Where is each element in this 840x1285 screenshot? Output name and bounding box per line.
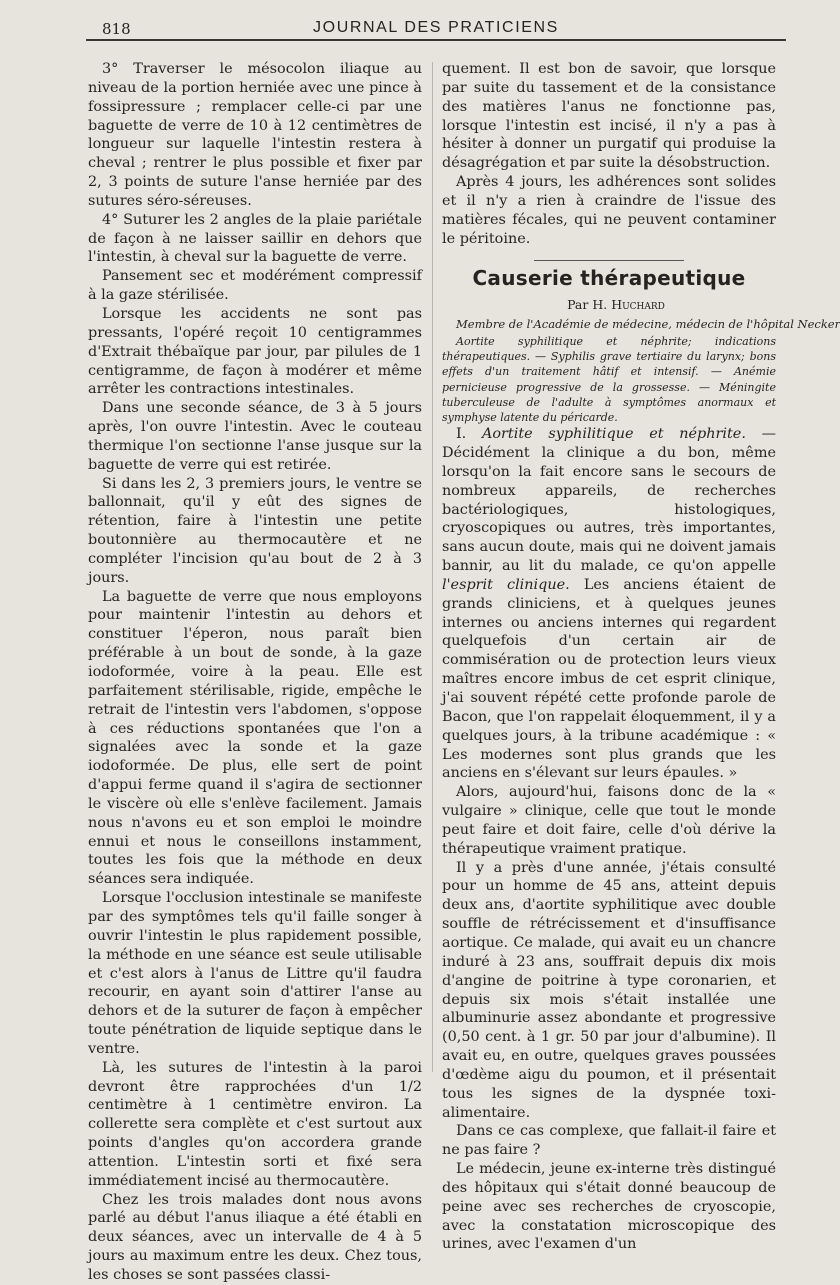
journal-title: JOURNAL DES PRATICIENS bbox=[313, 19, 559, 36]
author-name: Huchard bbox=[611, 297, 665, 313]
paragraph: 3° Traverser le mésocolon iliaque au niveau de la portion herniée avec une pince à fossipressure ; remplacer celle-ci par une baguette de verre de 10 à 12 centimètres de longueur sur laquelle l'intestin restera à cheval ; rentrer le plus possible et fixer par 2, 3 points de suture l'anse herniée par des sutures séro-séreuses. bbox=[88, 61, 422, 209]
author-prefix: Par H. bbox=[567, 297, 608, 313]
paragraph: Lorsque les accidents ne sont pas pressants, l'opéré reçoit 10 centigrammes d'Extrait thébaïque par jour, par pilules de 1 centigramme, de façon à modérer et même arrêter les contractions intestinales. bbox=[88, 305, 422, 398]
paragraph: La baguette de verre que nous employons pour maintenir l'intestin au dehors et constituer l'éperon, nous paraît bien préférable à un bout de sonde, à la gaze iodoformée, voire à la peau. Elle est parfaitement stérilisable, rigide, empêche le retrait de l'intestin vers l'abdomen, s'oppose à ces réductions spontanées que l'on a signalées avec la sonde et la gaze iodoformée. De plus, elle sert de point d'appui ferme quand il s'agira de sectionner le viscère où elle s'enlève facilement. Jamais nous n'avons eu et son emploi le moindre ennui et nous le conseillons instamment, toutes les fois que la méthode en deux séances sera indiquée. bbox=[88, 588, 422, 888]
paragraph: Si dans les 2, 3 premiers jours, le ventre se ballonnait, qu'il y eût des signes de rétention, faire à l'intestin une petite boutonnière au thermocautère et ne compléter l'incision qu'au bout de 2 à 3 jours. bbox=[88, 475, 422, 586]
intro-text: — Décidément la clinique a du bon, même lorsqu'on la fait encore sans le secours de nombreux appareils, de recherches bactériologiques, histologiques, cryoscopiques ou autres, très importantes, sans aucun doute, mais qui ne doivent jamais bannir, au lit du malade, ce qu'on appelle bbox=[442, 426, 777, 575]
right-column bbox=[442, 60, 840, 1254]
section-summary: Aortite syphilitique et néphrite; indications thérapeutiques. — Syphilis grave tertiaire du larynx; bons effets d'un traitement hâtif et intensif. — Anémie pernicieuse progressive de la grossesse. — Méningite tuberculeuse de l'adulte à symptômes anormaux et symphyse latente du péricarde. bbox=[442, 334, 776, 424]
paragraph: Dans une seconde séance, de 3 à 5 jours après, l'on ouvre l'intestin. Avec le couteau thermique l'on sectionne l'anse jusque sur la baguette de verre qui est retirée. bbox=[88, 400, 422, 473]
paragraph: Le médecin, jeune ex-interne très distingué des hôpitaux qui s'était donné beaucoup de peine avec ses recherches de cryoscopie, avec la constatation microscopique des urines, avec l'examen d'un bbox=[442, 1161, 776, 1253]
subsection-heading: Aortite syphilitique et néphrite. bbox=[482, 426, 746, 443]
column-divider bbox=[432, 62, 433, 1072]
page-number: 818 bbox=[102, 20, 131, 38]
author-affiliation: Membre de l'Académie de médecine, médecin de l'hôpital Necker bbox=[456, 317, 840, 332]
paragraph: Il y a près d'une année, j'étais consulté pour un homme de 45 ans, atteint depuis deux ans, d'aortite syphilitique avec double souffle de rétrécissement et d'insuffisance aortique. Ce malade, qui avait eu un chancre induré à 23 ans, souffrait depuis dix mois d'angine de poitrine à type coronarien, et depuis six mois s'était installée une albuminurie assez abondante et progressive (0,50 cent. à 1 gr. 50 par jour d'albumine). Il avait eu, en outre, quelques graves poussées d'œdème aigu du poumon, et il présentait tous les signes de la dyspnée toxi-alimentaire. bbox=[442, 859, 776, 1121]
paragraph: Chez les trois malades dont nous avons parlé au début l'anus iliaque a été établi en deux séances, avec un intervalle de 4 à 5 jours au maximum entre les deux. Chez tous, les choses se sont passées classi- bbox=[88, 1191, 422, 1283]
heading-number: I. bbox=[456, 426, 467, 443]
paragraph: Lorsque l'occlusion intestinale se manifeste par des symptômes tels qu'il faille songer à ouvrir l'intestin le plus rapidement possible, la méthode en une séance est seule utilisable et c'est alors à l'anus de Littre qu'il faudra recourir, en ayant soin d'attirer l'anse au dehors et de la suturer de façon à empêcher toute pénétration de liquide septique dans le ventre. bbox=[88, 890, 422, 1057]
section-title: Causerie thérapeutique bbox=[472, 266, 746, 291]
paragraph: Pansement sec et modérément compressif à la gaze stérilisée. bbox=[88, 268, 422, 304]
intro-text-tail: . Les anciens étaient de grands cliniciens, et à quelques jeunes internes ou anciens internes qui regardent quelquefois d'un certain air de commisération ou de protection leurs vieux maîtres encore imbus de cet esprit clinique, j'ai souvent répété cette profonde parole de Bacon, que l'on rappelait éloquemment, il y a quelques jours, à la tribune académique : « Les modernes sont plus grands que les anciens en s'élevant sur leurs épaules. » bbox=[442, 576, 776, 782]
page-header bbox=[86, 17, 786, 41]
paragraph: Dans ce cas complexe, que fallait-il faire et ne pas faire ? bbox=[442, 1123, 776, 1159]
paragraph: Là, les sutures de l'intestin à la paroi devront être rapprochées d'un 1/2 centimètre à 1 centimètre environ. La collerette sera complète et c'est surtout aux points d'angles qu'on accordera grande attention. L'intestin sorti et fixé sera immédiatement incisé au thermocautère. bbox=[88, 1059, 422, 1189]
left-column bbox=[88, 60, 422, 1285]
section-divider bbox=[534, 260, 684, 261]
paragraph: Après 4 jours, les adhérences sont solides et il n'y a rien à craindre de l'issue des matières fécales, qui ne peuvent contaminer le péritoine. bbox=[442, 174, 776, 247]
paragraph: 4° Suturer les 2 angles de la plaie pariétale de façon à ne laisser saillir en dehors que l'intestin, à cheval sur la baguette de verre. bbox=[88, 211, 422, 266]
intro-emphasis: l'esprit clinique bbox=[442, 576, 566, 593]
section-intro-paragraph bbox=[442, 425, 776, 783]
paragraph: quement. Il est bon de savoir, que lorsque par suite du tassement et de la consistance des matières l'anus ne fonctionne pas, lorsque l'intestin est incisé, il n'y a pas à hésiter à donner un purgatif qui produise la désagrégation et par suite la désobstruction. bbox=[442, 61, 776, 172]
section-author bbox=[442, 296, 776, 315]
paragraph: Alors, aujourd'hui, faisons donc de la « vulgaire » clinique, celle que tout le monde peut faire et doit faire, celle d'où dérive la thérapeutique vraiment pratique. bbox=[442, 784, 776, 857]
